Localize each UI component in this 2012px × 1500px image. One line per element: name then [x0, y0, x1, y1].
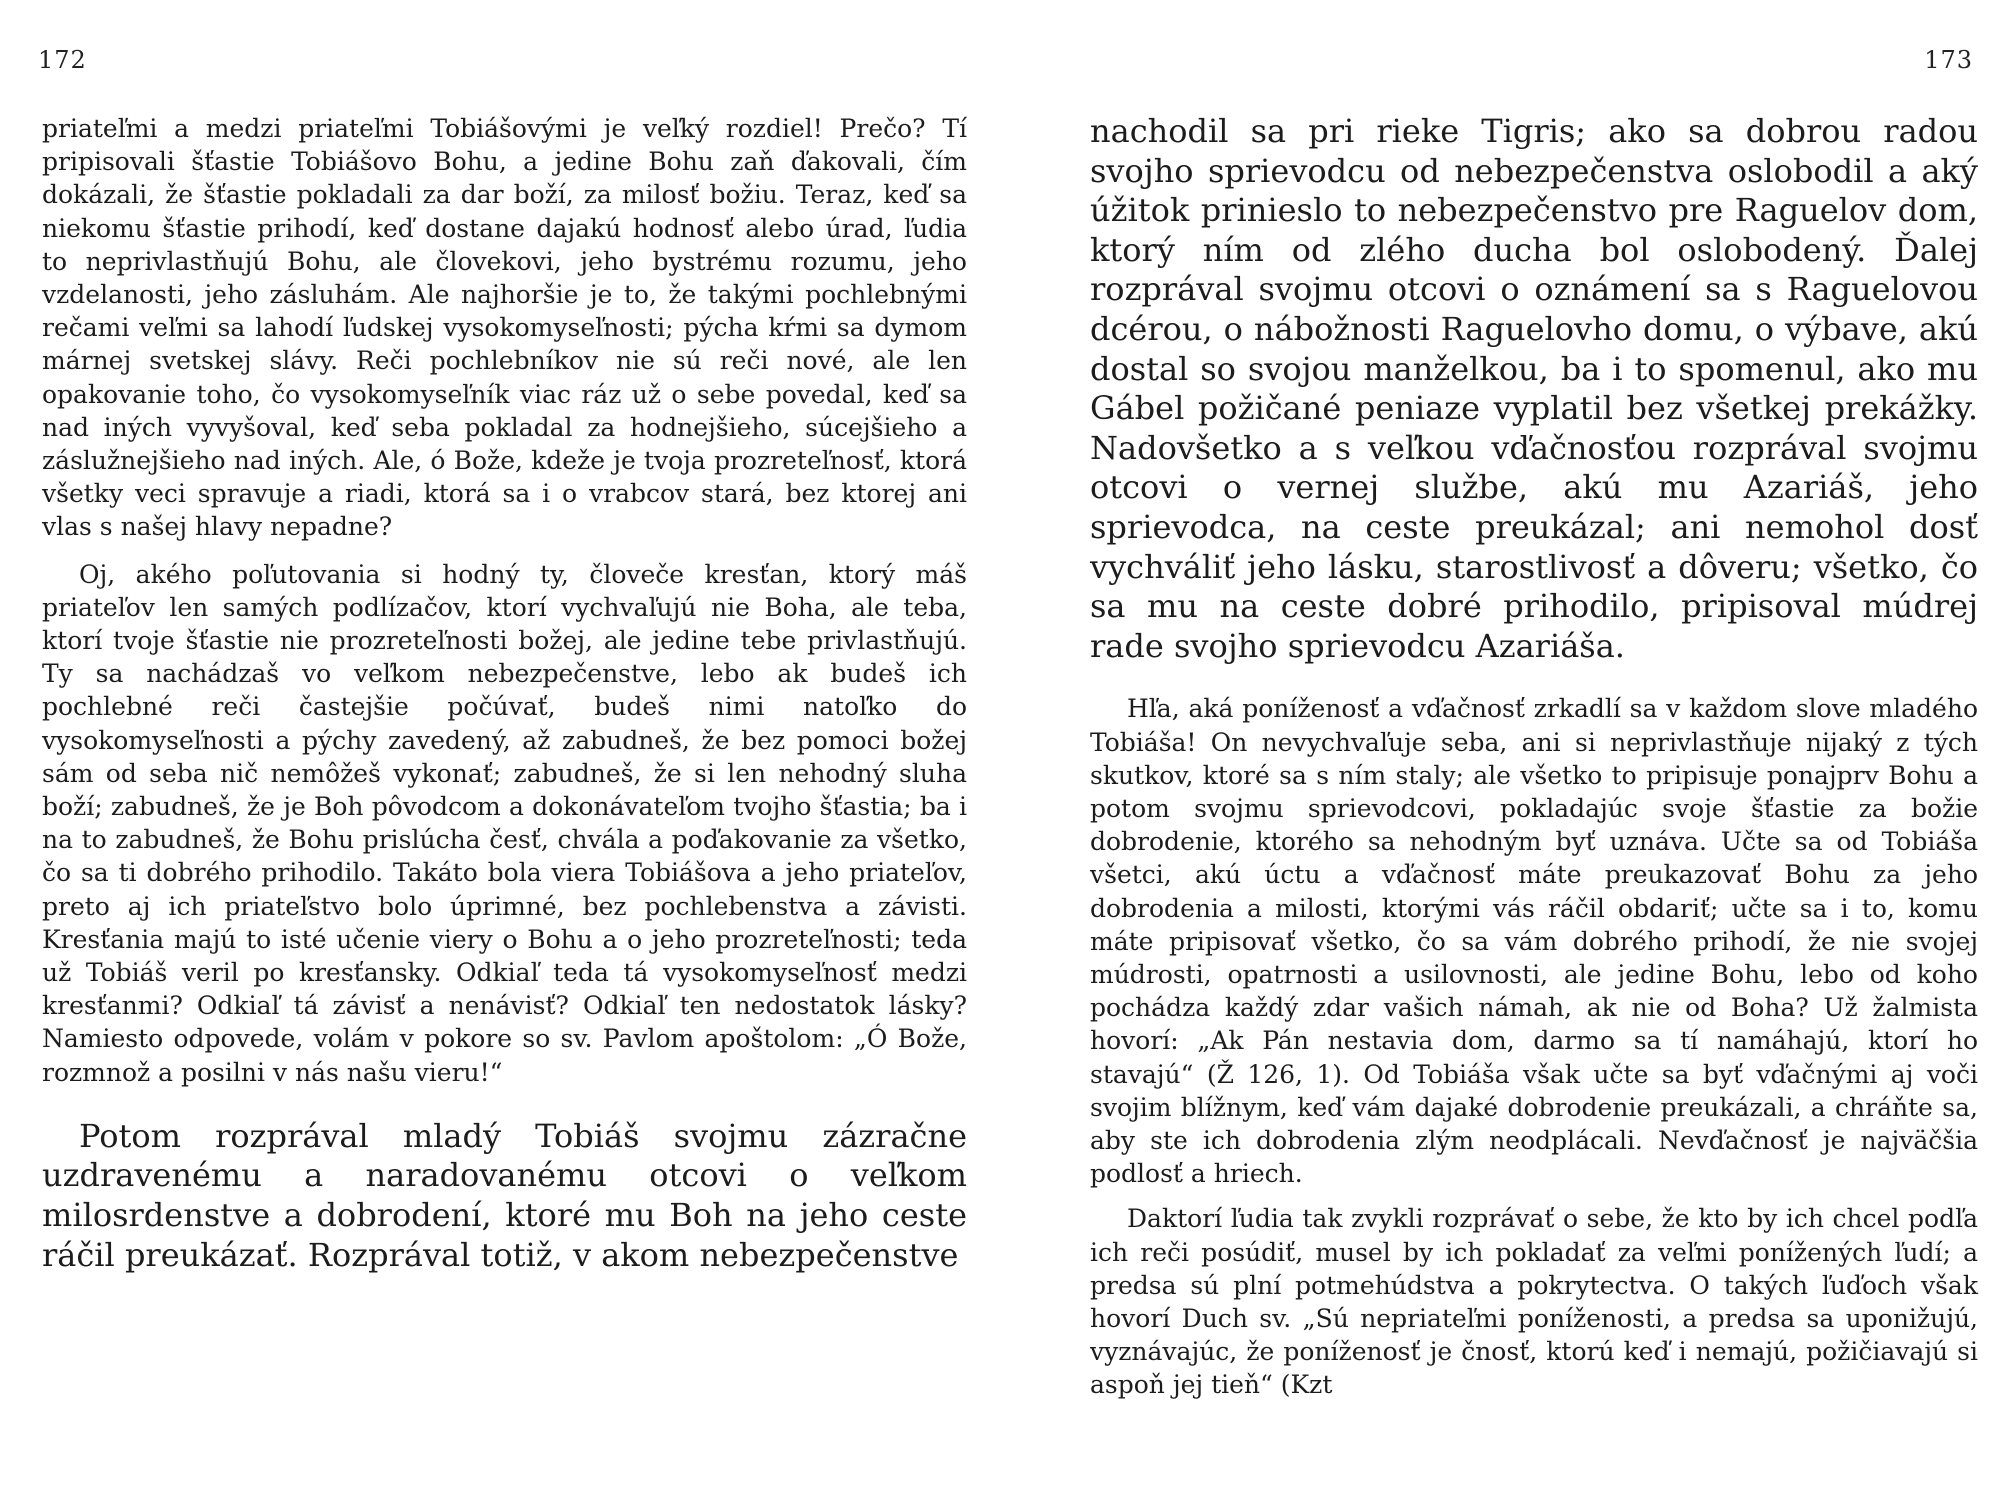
- right-text-column: [1090, 112, 1978, 1402]
- paragraph: Daktorí ľudia tak zvykli rozprávať o sebe, že kto by ich chcel podľa ich reči posúdiť, musel by ich pokladať za veľmi ponížených ľudí; a predsa sú plní potmehúdstva a pokrytectva. O takých ľuďoch však hovorí Duch sv. „Sú nepriateľmi poníženosti, a predsa sa uponižujú, vyznávajúc, že poníženosť je čnosť, ktorú keď i nemajú, požičiavajú si aspoň jej tieň“ (Kzt: [1090, 1204, 1978, 1400]
- page-number-left: 172: [38, 46, 87, 74]
- page-number-right: 173: [1924, 46, 1973, 74]
- right-page: [1006, 0, 2012, 1500]
- left-text-column: [42, 112, 967, 1275]
- paragraph: priateľmi a medzi priateľmi Tobiášovými je veľký rozdiel! Prečo? Tí pripisovali šťastie Tobiášovo Bohu, a jedine Bohu zaň ďakovali, čím dokázali, že šťastie pokladali za dar boží, za milosť božiu. Teraz, keď sa niekomu šťastie prihodí, keď dostane dajakú hodnosť alebo úrad, ľudia to neprivlastňujú Bohu, ale človekovi, jeho bystrému rozumu, jeho vzdelanosti, jeho zásluhám. Ale najhoršie je to, že takými pochlebnými rečami veľmi sa lahodí ľudskej vysokomyseľnosti; pýcha kŕmi sa dymom márnej svetskej slávy. Reči pochlebníkov nie sú reči nové, ale len opakovanie toho, čo vysokomyseľník viac ráz už o sebe povedal, keď sa nad iných vyvyšoval, keď seba pokladal za hodnejšieho, súcejšieho a záslužnejšieho nad iných. Ale, ó Bože, kdeže je tvoja prozreteľnosť, ktorá všetky veci spravuje a riadi, ktorá sa i o vrabcov stará, bez ktorej ani vlas s našej hlavy nepadne?: [42, 114, 967, 542]
- paragraph: Hľa, aká poníženosť a vďačnosť zrkadlí sa v každom slove mladého Tobiáša! On nevychvaľuje seba, ani si neprivlastňuje nijaký z tých skutkov, ktoré sa s ním staly; ale všetko to pripisuje ponajprv Bohu a potom svojmu sprievodcovi, pokladajúc svoje šťastie za božie dobrodenie, ktorého sa nehodným byť uznáva. Učte sa od Tobiáša všetci, akú úctu a vďačnosť máte preukazovať Bohu za jeho dobrodenia a milosti, ktorými vás ráčil obdariť; učte sa i to, komu máte pripisovať všetko, čo sa vám dobrého prihodí, že nie svojej múdrosti, opatrnosti a usilovnosti, ale jedine Bohu, lebo od koho pochádza každý zdar vašich námah, ak nie od Boha? Už žalmista hovorí: „Ak Pán nestavia dom, darmo sa tí namáhajú, ktorí ho stavajú“ (Ž 126, 1). Od Tobiáša však učte sa byť vďačnými aj voči svojim blížnym, keď vám dajaké dobrodenie preukázali, a chráňte sa, aby ste ich dobrodenia zlým neodplácali. Nevďačnosť je najväčšia podlosť a hriech.: [1090, 694, 1978, 1189]
- paragraph: nachodil sa pri rieke Tigris; ako sa dobrou radou svojho sprievodcu od nebezpečenstva oslobodil a aký úžitok prinieslo to nebezpečenstvo pre Raguelov dom, ktorý ním od zlého ducha bol oslobodený. Ďalej rozprával svojmu otcovi o oznámení sa s Raguelovou dcérou, o nábožnosti Raguelovho domu, o výbave, akú dostal so svojou manželkou, ba i to spomenul, ako mu Gábel požičané peniaze vyplatil bez všetkej prekážky. Nadovšetko a s veľkou vďačnosťou rozprával svojmu otcovi o vernej službe, akú mu Azariáš, jeho sprievodca, na ceste preukázal; ani nemohol dosť vychváliť jeho lásku, starostlivosť a dôveru; všetko, čo sa mu na ceste dobré prihodilo, pripisoval múdrej rade svojho sprievodcu Azariáša.: [1090, 112, 1978, 665]
- paragraph: Potom rozprával mladý Tobiáš svojmu zázračne uzdravenému a naradovanému otcovi o veľkom milosrdenstve a dobrodení, ktoré mu Boh na jeho ceste ráčil preukázať. Rozprával totiž, v akom nebezpečenstve: [42, 1116, 967, 1274]
- paragraph: Oj, akého poľutovania si hodný ty, človeče kresťan, ktorý máš priateľov len samých podlízačov, ktorí vychvaľujú nie Boha, ale teba, ktorí tvoje šťastie nie prozreteľnosti božej, ale jedine tebe privlastňujú. Ty sa nachádzaš vo veľkom nebezpečenstve, lebo ak budeš ich pochlebné reči častejšie počúvať, budeš nimi natoľko do vysokomyseľnosti a pýchy zavedený, až zabudneš, že bez pomoci božej sám od seba nič nemôžeš vykonať; zabudneš, že si len nehodný sluha boží; zabudneš, že je Boh pôvodcom a dokonávateľom tvojho šťastia; ba i na to zabudneš, že Bohu prislúcha česť, chvála a poďakovanie za všetko, čo sa ti dobrého prihodilo. Takáto bola viera Tobiášova a jeho priateľov, preto aj ich priateľstvo bolo úprimné, bez pochlebenstva a závisti. Kresťania majú to isté učenie viery o Bohu a o jeho prozreteľnosti; teda už Tobiáš veril po kresťansky. Odkiaľ teda tá vysokomyseľnosť medzi kresťanmi? Odkiaľ tá závisť a nenávisť? Odkiaľ ten nedostatok lásky? Namiesto odpovede, volám v pokore so sv. Pavlom apoštolom: „Ó Bože, rozmnož a posilni v nás našu vieru!“: [42, 559, 967, 1087]
